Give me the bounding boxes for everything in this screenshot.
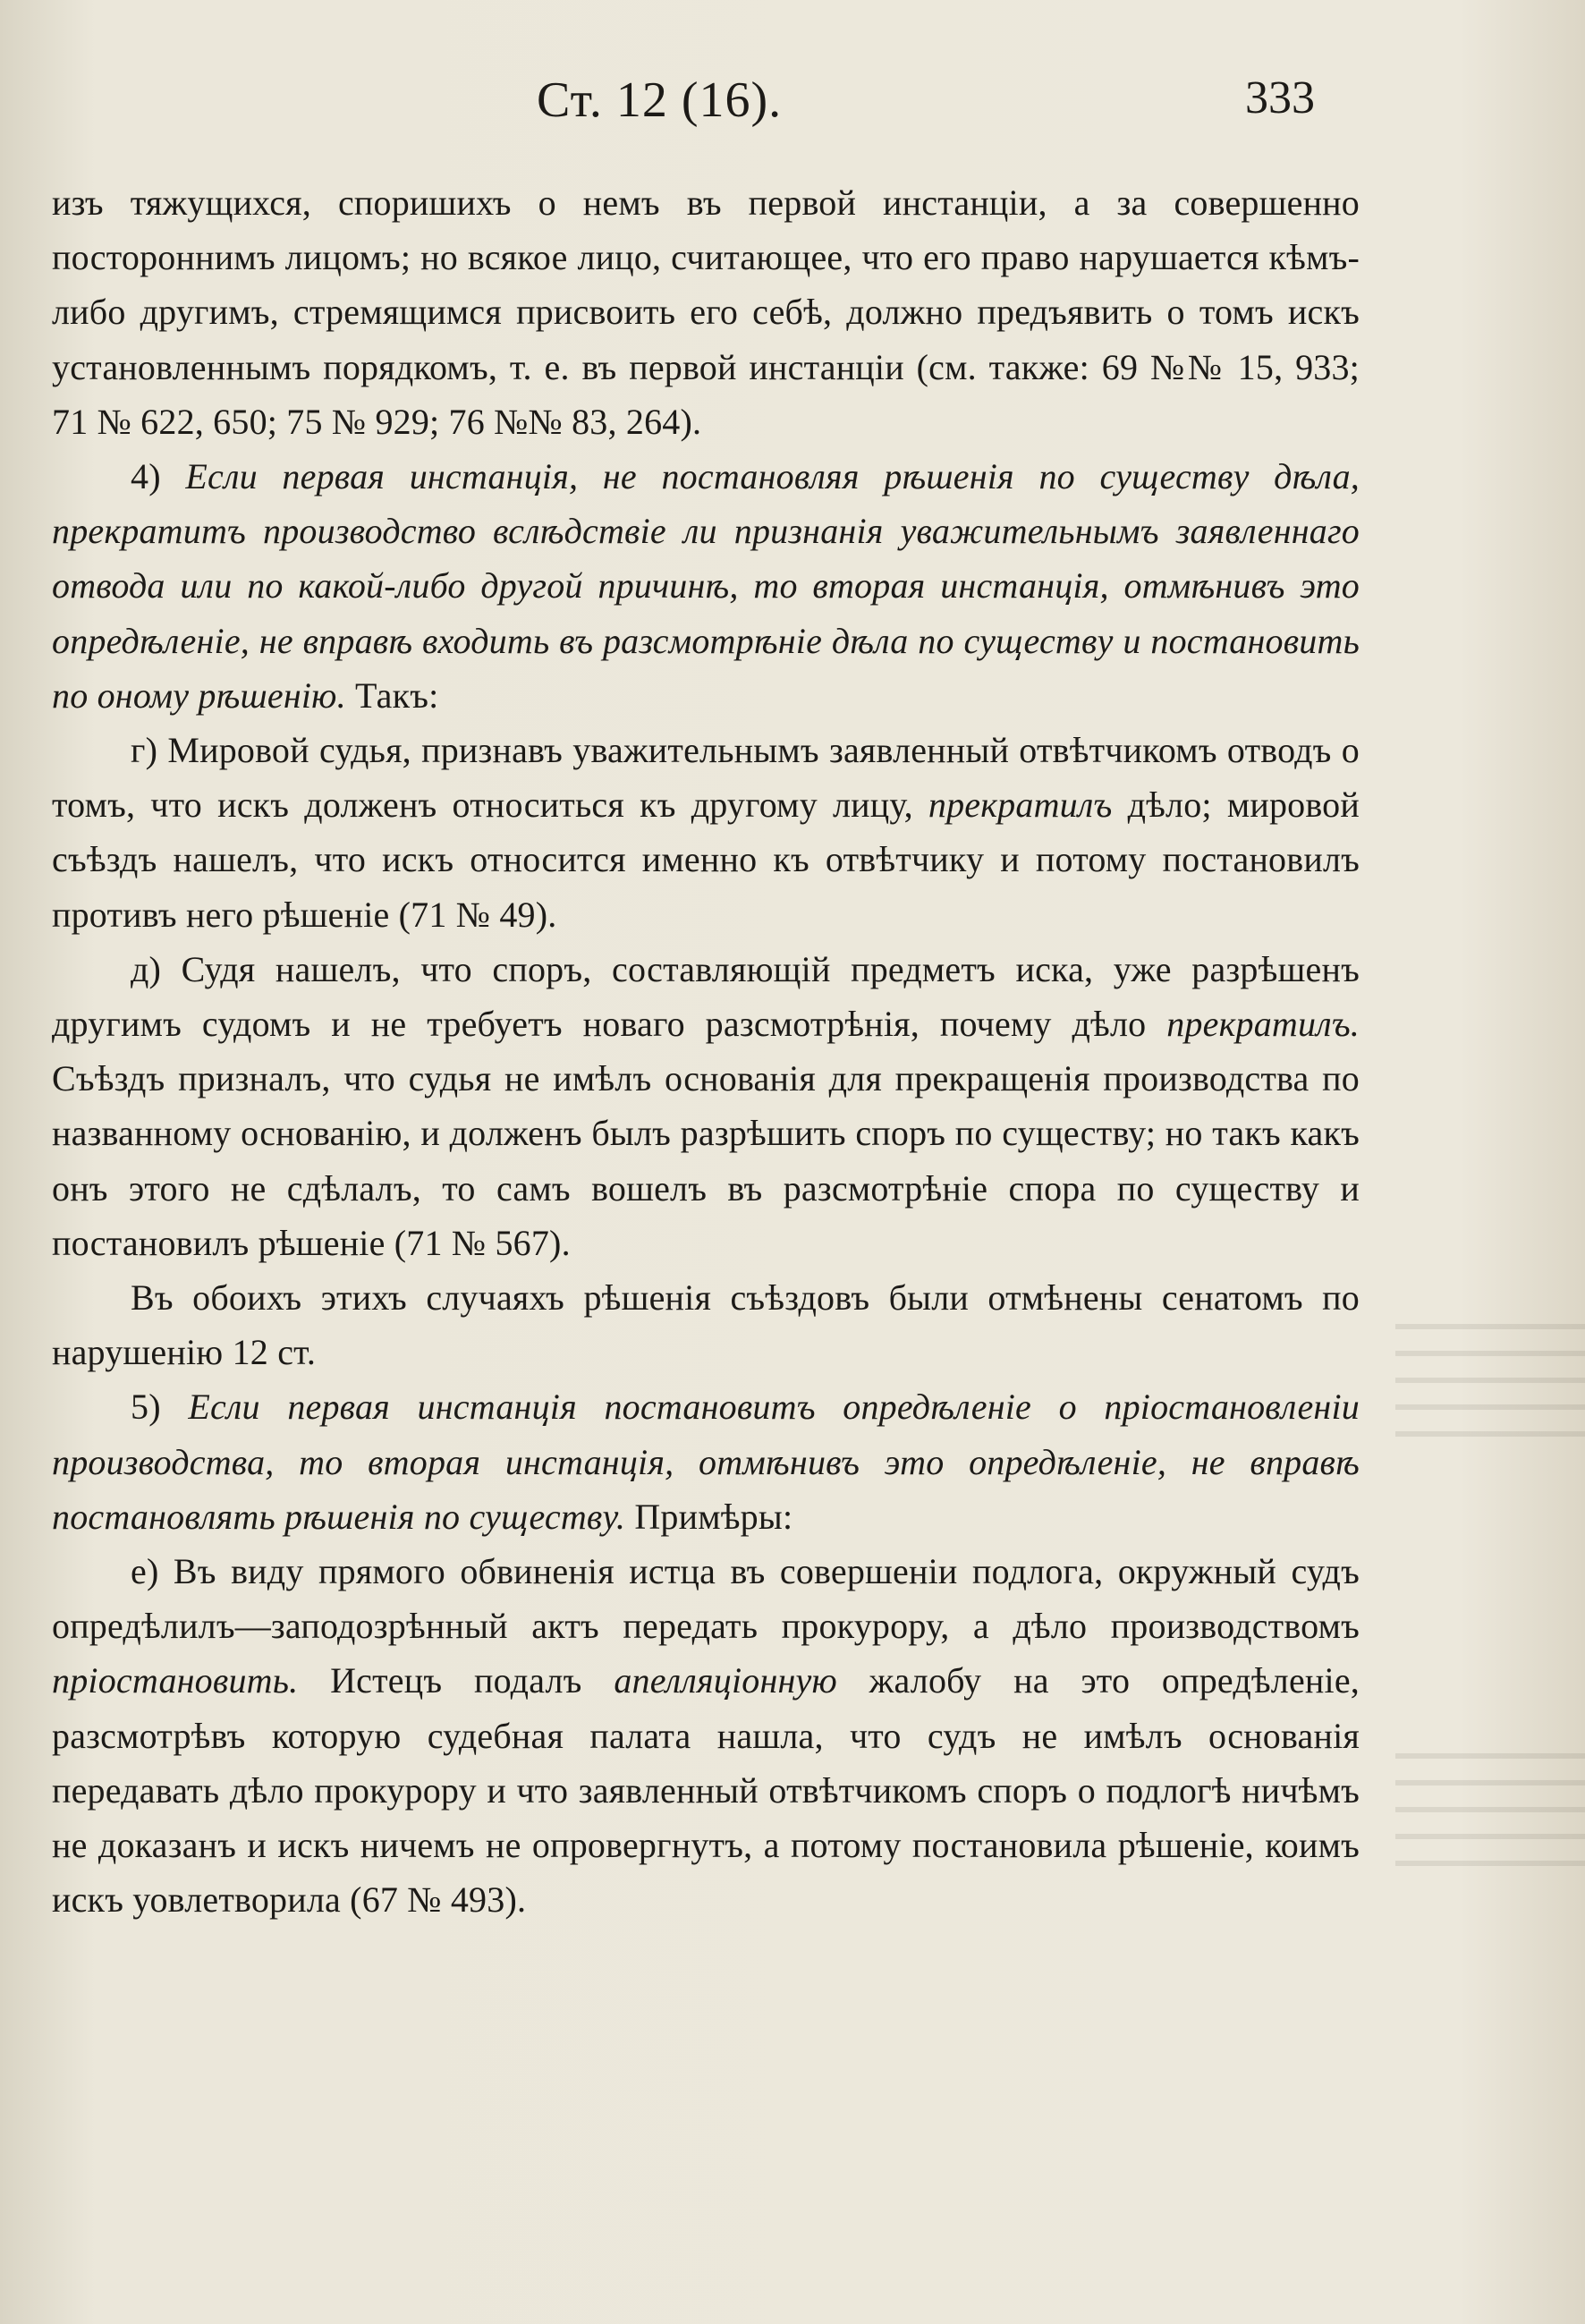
paragraph bbox=[52, 1270, 1360, 1379]
paragraph bbox=[52, 1379, 1360, 1544]
italic-rule-text: Если первая инстанція, не постановляя рѣшенія по существу дѣла, прекратитъ производство вслѣдствіе ли признанія уважительнымъ заявленнаго отвода или по какой-либо другой причинѣ, то вторая инстанція, отмѣнивъ это опредѣленіе, не вправѣ входить въ разсмотрѣніе дѣла по существу и постановить по оному рѣшенію. bbox=[52, 456, 1360, 716]
text-run: е) Въ виду прямого обвиненія истца въ совершеніи подлога, окружный судъ опредѣлилъ—заподозрѣнный актъ передать прокурору, а дѣло производствомъ bbox=[52, 1551, 1360, 1647]
text-run: жалобу на это опредѣленіе, разсмотрѣвъ которую судебная палата нашла, что судъ не имѣлъ основанія передавать дѣло прокурору и что заявленный отвѣтчикомъ споръ о подлогѣ ничѣмъ не доказанъ и искъ ничемъ не опровергнутъ, а потому постановила рѣшеніе, коимъ искъ уовлетворила (67 № 493). bbox=[52, 1660, 1360, 1921]
text-run: Съѣздъ призналъ, что судья не имѣлъ основанія для прекращенія производства по названному основанію, и долженъ былъ разрѣшить споръ по существу; но такъ какъ онъ этого не сдѣлалъ, то самъ вошелъ въ разсмотрѣніе спора по существу и постановилъ рѣшеніе (71 № 567). bbox=[52, 1058, 1360, 1263]
text-run: д) Судя нашелъ, что споръ, составляющій предметъ иска, уже разрѣшенъ другимъ судомъ и не требуетъ новаго разсмотрѣнія, почему дѣло bbox=[52, 948, 1360, 1045]
italic-term: прекратилъ. bbox=[1166, 1004, 1360, 1045]
text-run: Такъ: bbox=[345, 674, 439, 716]
paragraph bbox=[52, 723, 1360, 942]
running-title: Ст. 12 (16). bbox=[537, 72, 783, 128]
text-run: г) Мировой судья, признавъ уважительнымъ заявленный отвѣтчикомъ отводъ о томъ, что искъ долженъ относиться къ другому лицу, bbox=[52, 730, 1360, 826]
paragraph bbox=[52, 1544, 1360, 1927]
paragraph bbox=[52, 175, 1360, 449]
text-run: Въ обоихъ этихъ случаяхъ рѣшенія съѣздовъ были отмѣнены сенатомъ по нарушенію 12 ст. bbox=[52, 1277, 1360, 1373]
text-run: изъ тяжущихся, споришихъ о немъ въ первой инстанціи, а за совершенно постороннимъ лицомъ; но всякое лицо, считающее, что его право нарушается кѣмъ-либо другимъ, стремящимся присвоить его себѣ, должно предъявить о томъ искъ установленнымъ порядкомъ, т. е. въ первой инстанціи (см. также: 69 №№ 15, 933; 71 № 622, 650; 75 № 929; 76 №№ 83, 264). bbox=[52, 182, 1360, 442]
italic-rule-text: Если первая инстанція постановитъ опредѣленіе о пріостановленіи производства, то вторая инстанція, отмѣнивъ это опредѣленіе, не вправѣ постановлять рѣшенія по существу. bbox=[52, 1387, 1360, 1537]
body-text bbox=[52, 175, 1360, 1928]
text-run: Примѣры: bbox=[625, 1496, 793, 1537]
page-header bbox=[0, 64, 1585, 145]
italic-term: пріостановить. bbox=[52, 1660, 299, 1701]
text-run: 4) bbox=[131, 456, 186, 497]
paragraph bbox=[52, 449, 1360, 723]
page-number: 333 bbox=[1245, 72, 1315, 123]
text-run: 5) bbox=[131, 1387, 189, 1428]
paragraph bbox=[52, 942, 1360, 1270]
text-run: Истецъ подалъ bbox=[298, 1660, 615, 1701]
text-run: дѣло; мировой съѣздъ нашелъ, что искъ относится именно къ отвѣтчику и потому постановилъ противъ него рѣшеніе (71 № 49). bbox=[52, 785, 1360, 935]
facing-page-bleed bbox=[1395, 1753, 1585, 1879]
italic-term: апелляціонную bbox=[614, 1660, 837, 1701]
facing-page-bleed bbox=[1395, 1324, 1585, 1449]
italic-term: прекратилъ bbox=[928, 785, 1113, 826]
